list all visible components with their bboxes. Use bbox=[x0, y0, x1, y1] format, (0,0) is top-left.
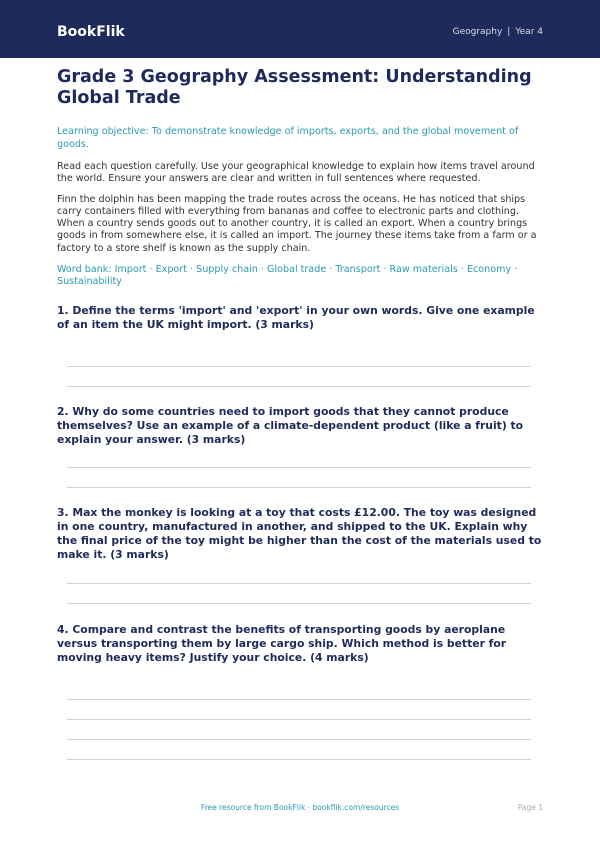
page-number: Page 1 bbox=[517, 803, 543, 812]
question-4: 4. Compare and contrast the benefits of transporting goods by aeroplane versus transporting them by large cargo ship. Which method is better for moving heavy items? Justify your choice. (4 marks) bbox=[57, 623, 507, 664]
question-2: 2. Why do some countries need to import goods that they cannot produce themselves? Use an example of a climate-dependent product (like a fruit) to explain your answer. (3 marks) bbox=[57, 405, 524, 446]
header-meta bbox=[453, 27, 543, 37]
answer-line[interactable] bbox=[67, 386, 531, 387]
brand-logo[interactable]: BookFlik bbox=[57, 24, 125, 40]
subject-label: Geography bbox=[452, 27, 503, 37]
footer-link[interactable]: Free resource from BookFlik · bookflik.com/resources bbox=[200, 803, 400, 812]
question-3: 3. Max the monkey is looking at a toy that costs £12.00. The toy was designed in one country, manufactured in another, and shipped to the UK. Explain why the final price of the toy might be higher than the cost of the materials used to make it. (3 marks) bbox=[57, 506, 542, 561]
answer-line[interactable] bbox=[67, 583, 531, 584]
learning-objective: Learning objective: To demonstrate knowledge of imports, exports, and the global movement of goods. bbox=[57, 126, 519, 150]
answer-line[interactable] bbox=[67, 603, 531, 604]
answer-line[interactable] bbox=[67, 719, 531, 720]
year-label: Year 4 bbox=[515, 27, 543, 37]
question-1: 1. Define the terms 'import' and 'export' in your own words. Give one example of an item the UK might import. (3 marks) bbox=[57, 304, 535, 331]
answer-line[interactable] bbox=[67, 759, 531, 760]
page-title: Grade 3 Geography Assessment: Understanding Global Trade bbox=[57, 67, 532, 108]
story-paragraph: Finn the dolphin has been mapping the trade routes across the oceans. He has noticed that ships carry containers filled with everything from bananas and coffee to electronic parts and clothing. When a country sends goods out to another country, it is called an export. When a country brings goods in from somewhere else, it is called an import. The journey these items take from a farm or a factory to a store shelf is known as the supply chain. bbox=[57, 193, 537, 254]
instructions-paragraph: Read each question carefully. Use your geographical knowledge to explain how items travel around the world. Ensure your answers are clear and written in full sentences where requested. bbox=[57, 161, 535, 185]
answer-line[interactable] bbox=[67, 739, 531, 740]
answer-line[interactable] bbox=[67, 366, 531, 367]
answer-line[interactable] bbox=[67, 467, 531, 468]
answer-line[interactable] bbox=[67, 699, 531, 700]
worksheet-intro bbox=[57, 67, 543, 289]
word-bank: Word bank: Import · Export · Supply chain · Global trade · Transport · Raw materials · Economy · Sustainability bbox=[57, 264, 518, 288]
page-header bbox=[0, 0, 600, 58]
answer-line[interactable] bbox=[67, 487, 531, 488]
separator: | bbox=[507, 27, 511, 37]
